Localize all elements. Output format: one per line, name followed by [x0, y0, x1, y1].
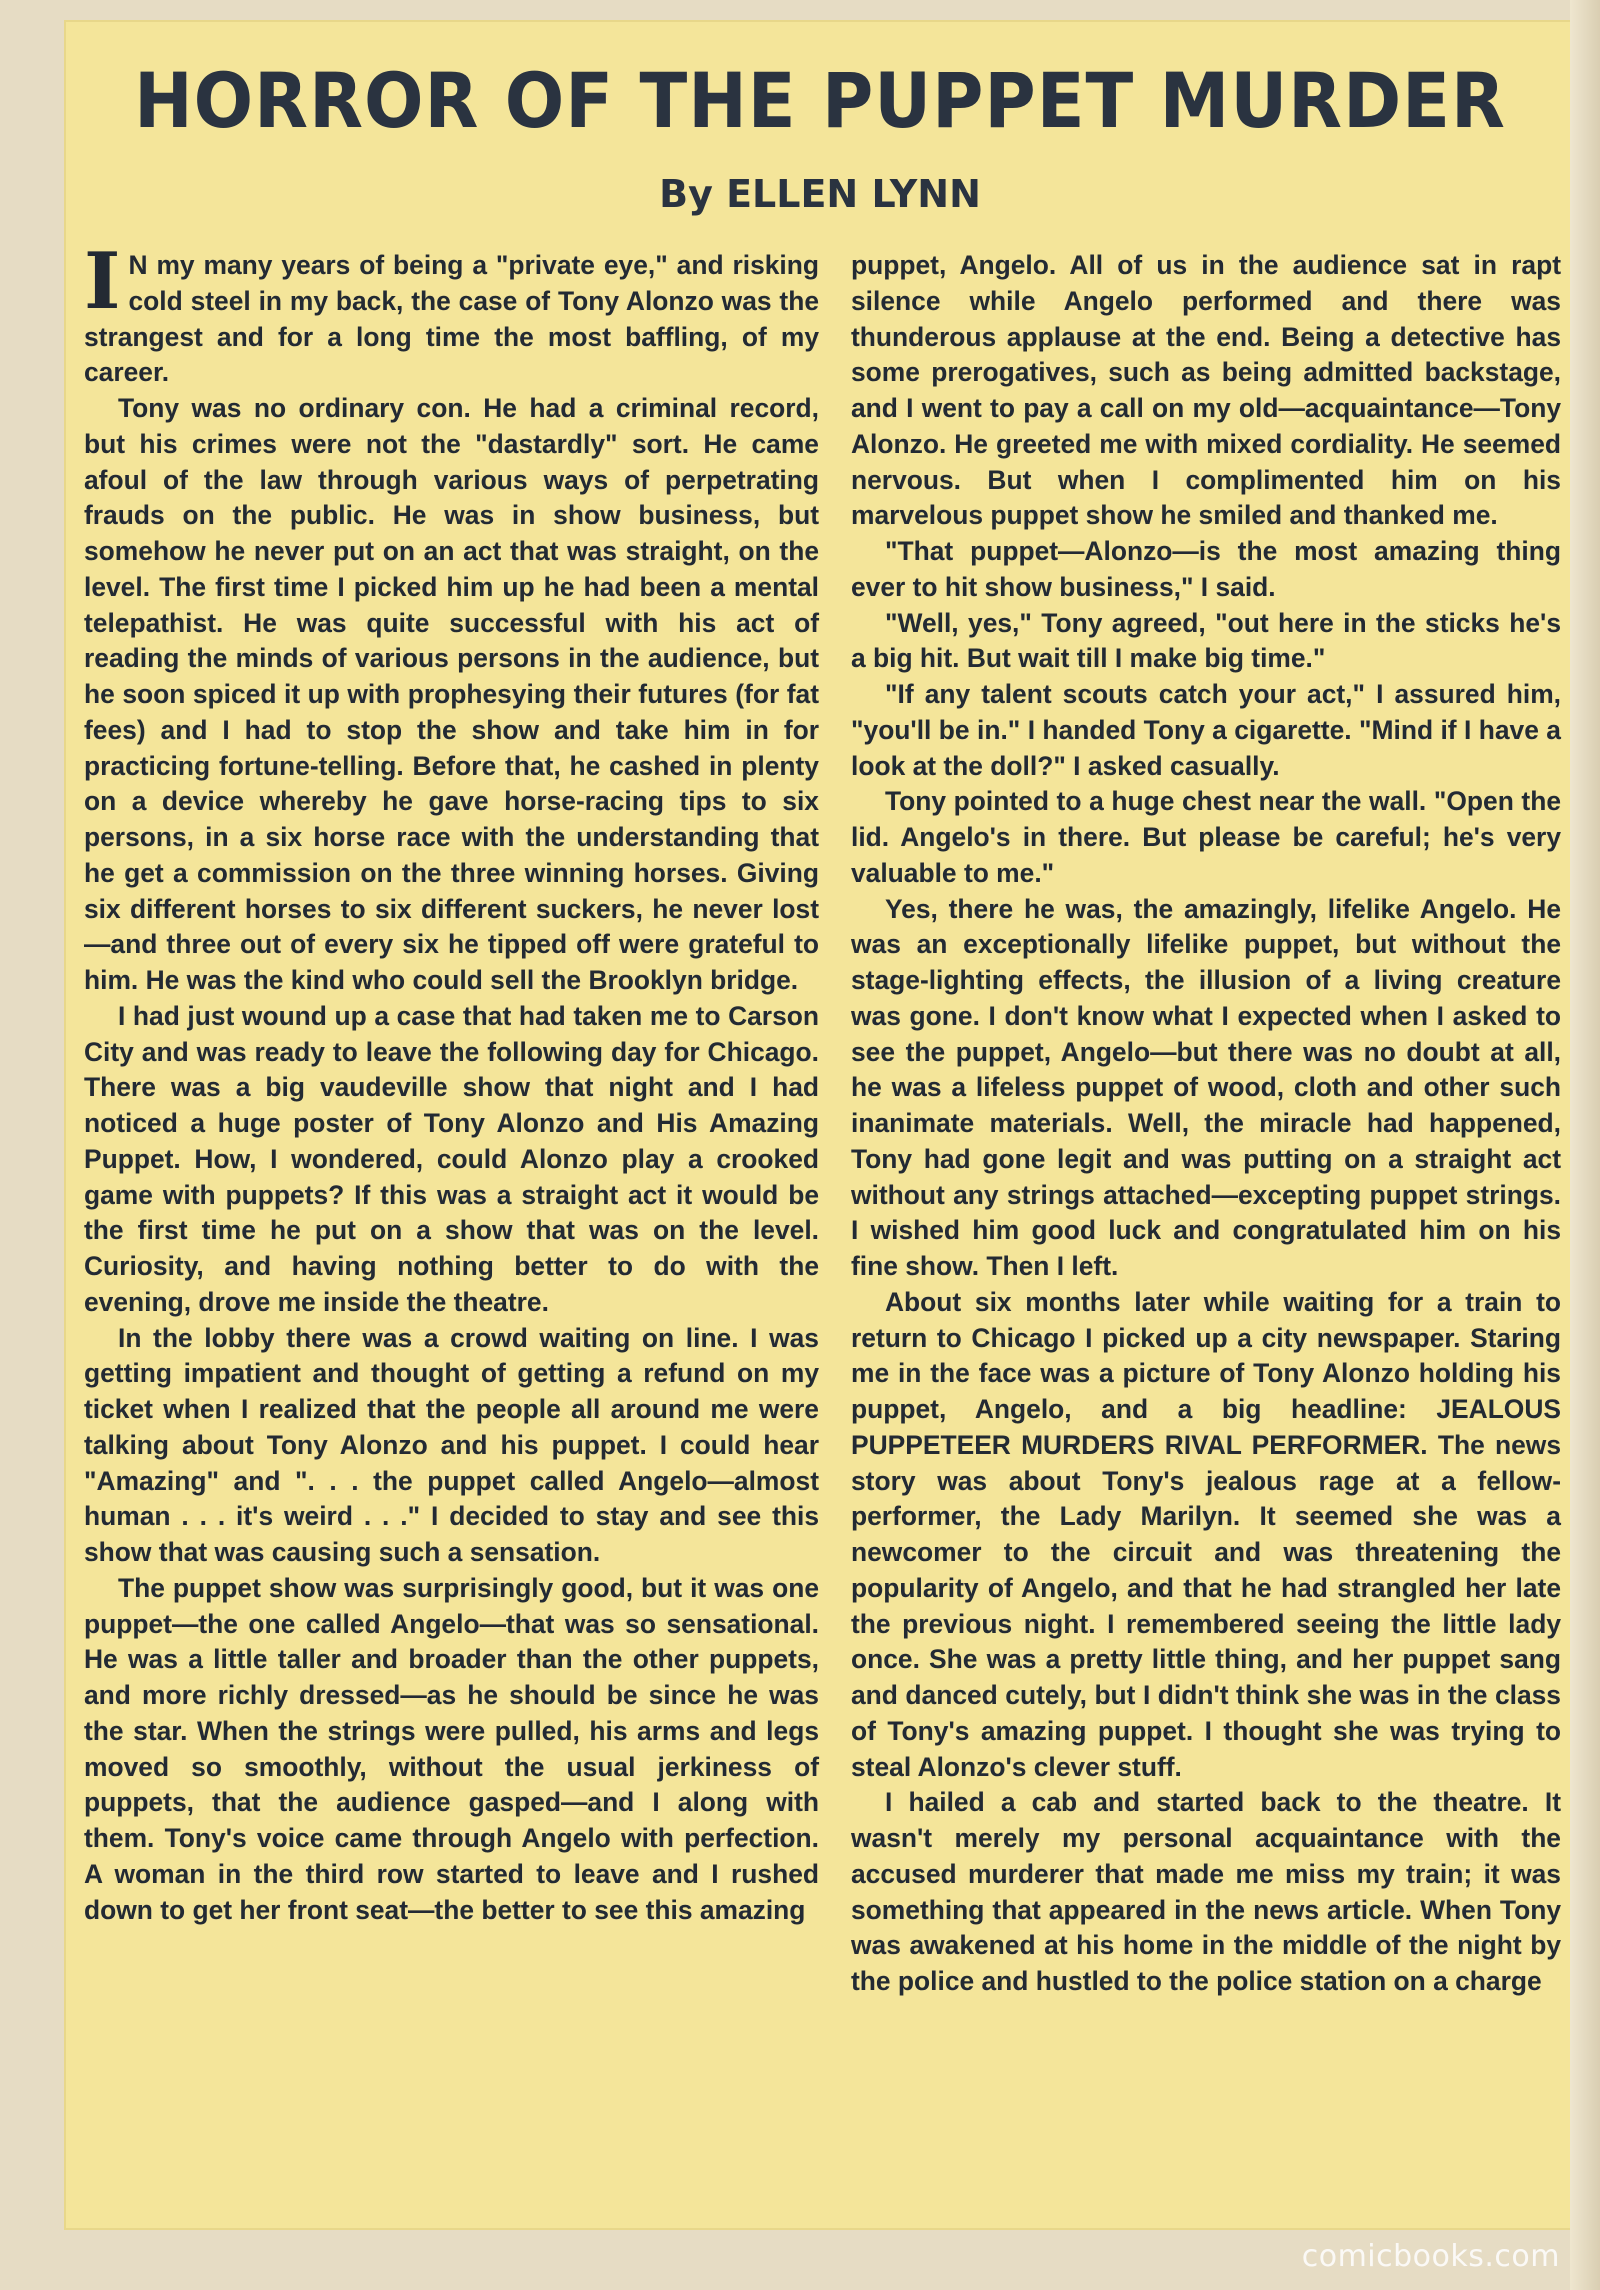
article-paragraph: Tony pointed to a huge chest near the wall. "Open the lid. Angelo's in there. But please be careful; he's very valuable to me.": [851, 786, 1561, 888]
article-paragraph: puppet, Angelo. All of us in the audience sat in rapt silence while Angelo performed and there was thunderous applause at the end. Being a detective has some prerogatives, such as being admitted backstage, and I went to pay a call on my old—acquaintance—Tony Alonzo. He greeted me with mixed cordiality. He seemed nervous. But when I complimented him on his marvelous puppet show he smiled and thanked me.: [851, 250, 1561, 531]
paragraph-text: N my many years of being a "private eye," and risking cold steel in my back, the case of Tony Alonzo was the strangest and for a long time the most baffling, of my career.: [84, 250, 819, 388]
article-paragraph: "Well, yes," Tony agreed, "out here in the sticks he's a big hit. But wait till I make big time.": [851, 607, 1561, 674]
article-paragraph: I hailed a cab and started back to the theatre. It wasn't merely my personal acquaintance with the accused murderer that made me miss my train; it was something that appeared in the news article. When Tony was awakened at his home in the middle of the night by the police and hustled to the police station on a charge: [851, 1787, 1561, 1996]
article-paragraph: I had just wound up a case that had taken me to Carson City and was ready to leave the following day for Chicago. There was a big vaudeville show that night and I had noticed a huge poster of Tony Alonzo and His Amazing Puppet. How, I wondered, could Alonzo play a crooked game with puppets? If this was a straight act it would be the first time he put on a show that was on the level. Curiosity, and having nothing better to do with the evening, drove me inside the theatre.: [84, 1000, 819, 1317]
article-byline: By ELLEN LYNN: [659, 172, 981, 216]
article-paragraph: Yes, there he was, the amazingly, lifelike Angelo. He was an exceptionally lifelike puppet, but without the stage-lighting effects, the illusion of a living creature was gone. I don't know what I expected when I asked to see the puppet, Angelo—but there was no doubt at all, he was a lifeless puppet of wood, cloth and other such inanimate materials. Well, the miracle had happened, Tony had gone legit and was putting on a straight act without any strings attached—excepting puppet strings. I wished him good luck and congratulated him on his fine show. Then I left.: [851, 893, 1561, 1281]
article-paragraph: The puppet show was surprisingly good, but it was one puppet—the one called Angelo—that was so sensational. He was a little taller and broader than the other puppets, and more richly dressed—as he should be since he was the star. When the strings were pulled, his arms and legs moved so smoothly, without the usual jerkiness of puppets, that the audience gasped—and I along with them. Tony's voice came through Angelo with perfection. A woman in the third row started to leave and I rushed down to get her front seat—the better to see this amazing: [84, 1572, 819, 1925]
article-paragraph: In the lobby there was a crowd waiting on line. I was getting impatient and thought of getting a refund on my ticket when I realized that the people all around me were talking about Tony Alonzo and his puppet. I could hear "Amazing" and ". . . the puppet called Angelo—almost human . . . it's weird . . ." I decided to stay and see this show that was causing such a sensation.: [84, 1322, 819, 1567]
site-watermark: comicbooks.com: [1301, 2239, 1560, 2274]
page-edge: [1570, 0, 1600, 2290]
magazine-page: [64, 20, 1576, 2230]
article-paragraph: About six months later while waiting for a train to return to Chicago I picked up a city newspaper. Staring me in the face was a picture of Tony Alonzo holding his puppet, Angelo, and a big headline: JEALOUS PUPPETEER MURDERS RIVAL PERFORMER. The news story was about Tony's jealous rage at a fellow-performer, the Lady Marilyn. It seemed she was a newcomer to the circuit and was threatening the popularity of Angelo, and that he had strangled her late the previous night. I remembered seeing the little lady once. She was a pretty little thing, and her puppet sang and danced cutely, but I didn't think she was in the class of Tony's amazing puppet. I thought she was trying to steal Alonzo's clever stuff.: [851, 1286, 1561, 1782]
drop-cap: I: [84, 236, 121, 327]
article-title: HORROR OF THE PUPPET MURDER: [134, 56, 1506, 146]
right-column: [851, 248, 1561, 2000]
article-paragraph: "That puppet—Alonzo—is the most amazing thing ever to hit show business," I said.: [851, 536, 1561, 602]
left-column: [84, 236, 819, 1928]
article-paragraph: Tony was no ordinary con. He had a criminal record, but his crimes were not the "dastardly" sort. He came afoul of the law through various ways of perpetrating frauds on the public. He was in show business, but somehow he never put on an act that was straight, on the level. The first time I picked him up he had been a mental telepathist. He was quite successful with his act of reading the minds of various persons in the audience, but he soon spiced it up with prophesying their futures (for fat fees) and I had to stop the show and take him in for practicing fortune-telling. Before that, he cashed in plenty on a device whereby he gave horse-racing tips to six persons, in a six horse race with the understanding that he get a commission on the three winning horses. Giving six different horses to six different suckers, he never lost—and three out of every six he tipped off were grateful to him. He was the kind who could sell the Brooklyn bridge.: [84, 393, 819, 995]
article-paragraph: "If any talent scouts catch your act," I assured him, "you'll be in." I handed Tony a cigarette. "Mind if I have a look at the doll?" I asked casually.: [851, 679, 1561, 781]
article-paragraph: [84, 236, 819, 391]
